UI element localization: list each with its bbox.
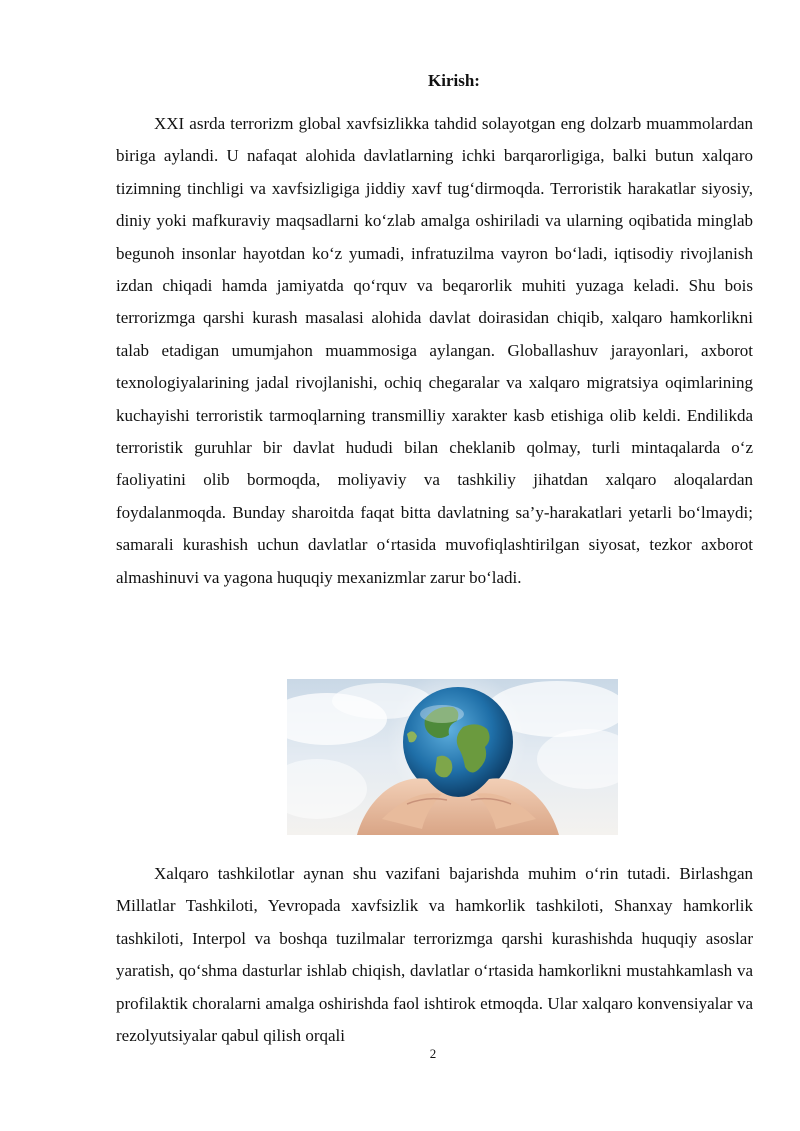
page-number: 2 bbox=[429, 1046, 437, 1061]
paragraph-intro: XXI asrda terrorizm global xavfsizlikka tahdid solayotgan eng dolzarb muammolardan biriga aylandi. U nafaqat alohida davlatlarning ichki barqarorligiga, balki butun xalqaro tizimning tinchligi va xavfsizligiga jiddiy xavf tug‘dirmoqda. Terroristik harakatlar siyosiy, diniy yoki mafkuraviy maqsadlarni ko‘zlab amalga oshiriladi va ularning oqibatida minglab begunoh insonlar hayotdan ko‘z yumadi, infratuzilma vayron bo‘ladi, iqtisodiy rivojlanish izdan chiqadi hamda jamiyatda qo‘rquv va beqarorlik muhiti yuzaga keladi. Shu bois terrorizmga qarshi kurash masalasi alohida davlat doirasidan chiqib, xalqaro hamkorlikni talab etadigan umumjahon muammosiga aylangan. Globallashuv jarayonlari, axborot texnologiyalarining jadal rivojlanishi, ochiq chegaralar va xalqaro migratsiya oqimlarining kuchayishi terroristik tarmoqlarning transmilliy xarakter kasb etishiga olib keldi. Endilikda terroristik guruhlar bir davlat hududi bilan cheklanib qolmay, turli mintaqalarda o‘z faoliyatini olib bormoqda, moliyaviy va tashkiliy jihatdan xalqaro aloqalardan foydalanmoqda. Bunday sharoitda faqat bitta davlatning sa’y-harakatlari yetarli bo‘lmaydi; samarali kurashish uchun davlatlar o‘rtasida muvofiqlashtirilgan siyosat, tezkor axborot almashinuvi va yagona huquqiy mexanizmlar zarur bo‘ladi. bbox=[116, 114, 753, 587]
paragraph-organizations: Xalqaro tashkilotlar aynan shu vazifani bajarishda muhim o‘rin tutadi. Birlashgan Millatlar Tashkiloti, Yevropada xavfsizlik va hamkorlik tashkiloti, Shanxay hamkorlik tashkiloti, Interpol va boshqa tuzilmalar terrorizmga qarshi kurashishda huquqiy asoslar yaratish, qo‘shma dasturlar ishlab chiqish, davlatlar o‘rtasida hamkorlikni mustahkamlash va profilaktik choralarni amalga oshirishda faol ishtirok etmoqda. Ular xalqaro konvensiyalar va rezolyutsiyalar qabul qilish orqali bbox=[116, 864, 753, 1046]
globe-in-hands-image bbox=[287, 679, 618, 835]
section-heading: Kirish: bbox=[428, 71, 480, 90]
